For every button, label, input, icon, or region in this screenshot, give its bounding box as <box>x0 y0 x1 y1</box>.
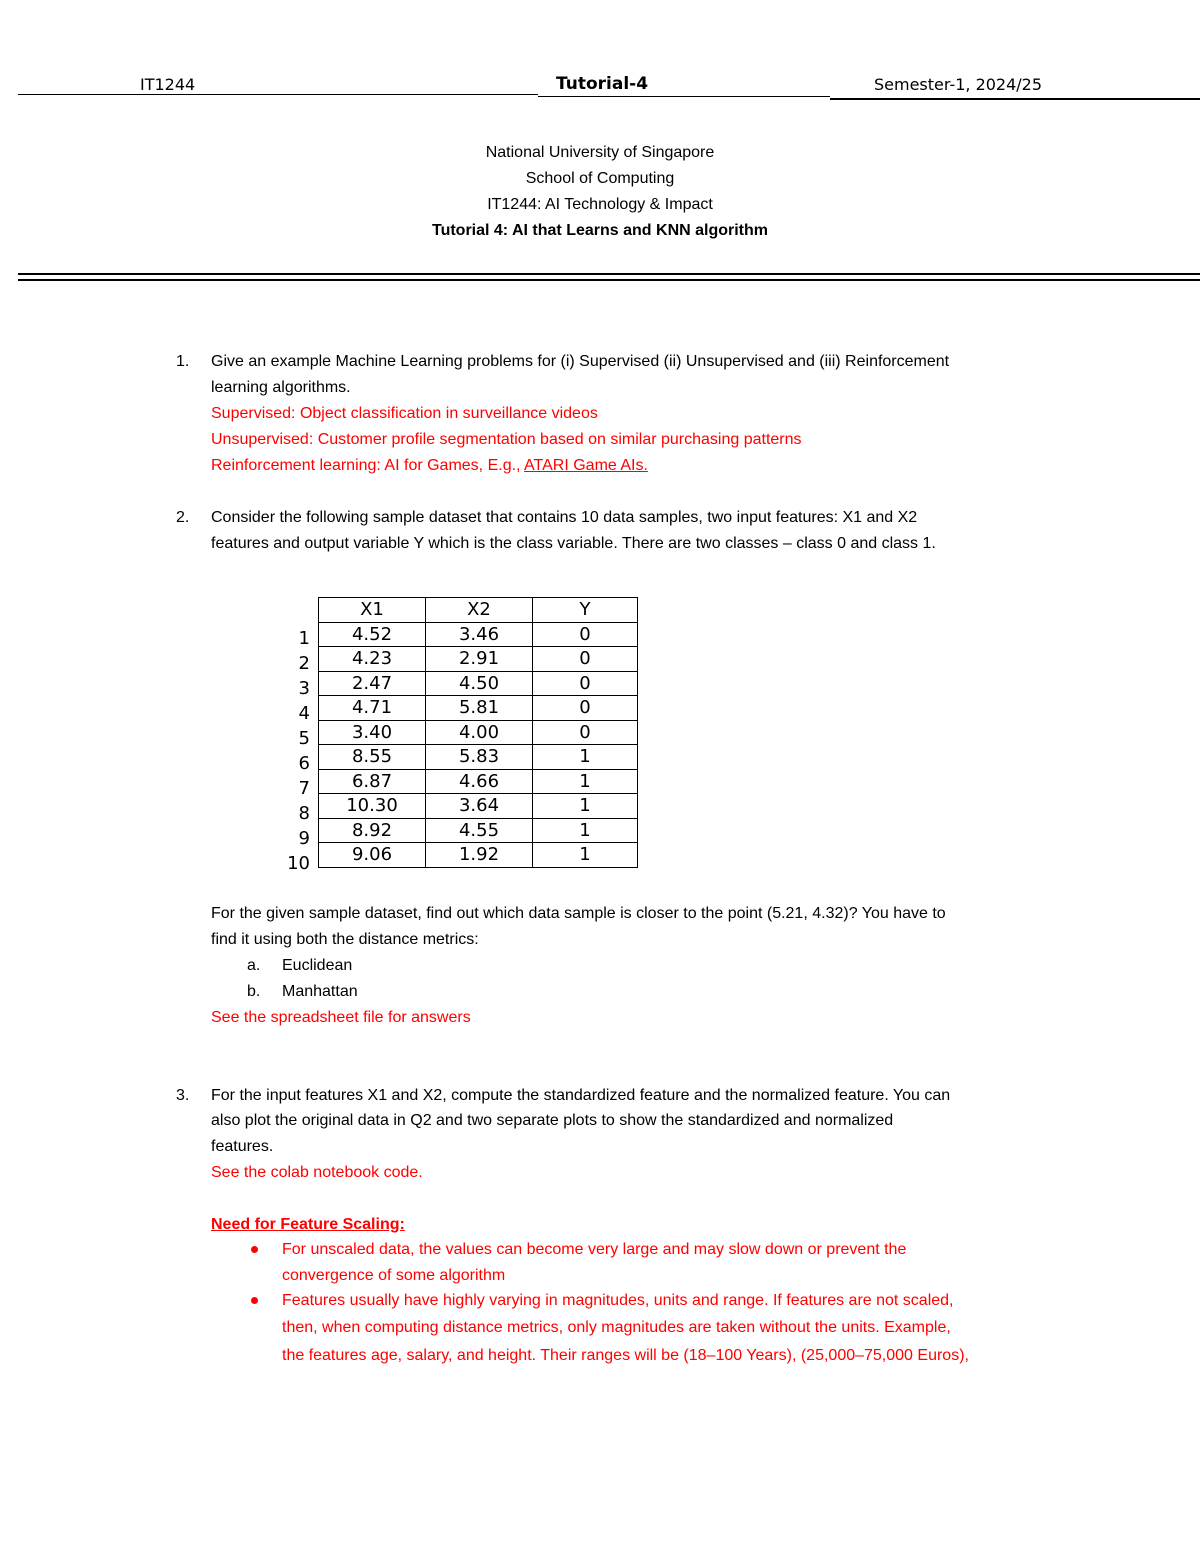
table-header-x1: X1 <box>319 598 426 623</box>
feature-scaling-heading: Need for Feature Scaling: <box>211 1216 405 1233</box>
table-cell: 10.30 <box>319 794 426 819</box>
header-course-code: IT1244 <box>140 75 196 94</box>
q1-answer-reinforcement <box>211 457 648 475</box>
table-cell: 5.83 <box>426 745 533 770</box>
q1-number: 1. <box>176 353 190 370</box>
table-cell: 4.52 <box>319 622 426 647</box>
header-title: Tutorial-4 <box>556 74 649 94</box>
table-cell: 4.23 <box>319 647 426 672</box>
table-row <box>319 745 638 770</box>
row-label: 5 <box>298 728 310 749</box>
table-cell: 9.06 <box>319 843 426 868</box>
q1-answer-supervised: Supervised: Object classification in surveillance videos <box>211 405 598 422</box>
table-header-y: Y <box>533 598 638 623</box>
table-cell: 1 <box>533 818 638 843</box>
header-rule-middle <box>538 96 830 97</box>
bullet1-line1: For unscaled data, the values can become very large and may slow down or prevent the <box>282 1241 907 1258</box>
university-name: National University of Singapore <box>485 144 715 161</box>
q2-after-line1: For the given sample dataset, find out which data sample is closer to the point (5.21, 4.32)? You have to <box>211 905 946 922</box>
q3-number: 3. <box>176 1087 190 1104</box>
q3-text-line1: For the input features X1 and X2, compute the standardized feature and the normalized feature. You can <box>211 1087 951 1104</box>
bullet-dot-icon <box>251 1297 258 1304</box>
table-cell: 3.64 <box>426 794 533 819</box>
table-cell: 1 <box>533 745 638 770</box>
table-cell: 2.91 <box>426 647 533 672</box>
table-row <box>319 769 638 794</box>
table-header-row <box>319 598 638 623</box>
table-row <box>319 647 638 672</box>
table-cell: 0 <box>533 671 638 696</box>
row-label: 4 <box>298 703 310 724</box>
table-row <box>319 671 638 696</box>
bullet2-line3: the features age, salary, and height. Their ranges will be (18–100 Years), (25,000–75,000 Euros), <box>282 1347 969 1364</box>
q1-text-line2: learning algorithms. <box>211 379 351 396</box>
row-label: 9 <box>298 828 310 849</box>
table-row-labels <box>270 626 310 876</box>
q2-after-line2: find it using both the distance metrics: <box>211 931 479 948</box>
row-label: 8 <box>298 803 310 824</box>
table-cell: 0 <box>533 720 638 745</box>
tutorial-title: Tutorial 4: AI that Learns and KNN algorithm <box>431 222 769 239</box>
course-name: IT1244: AI Technology & Impact <box>487 196 713 213</box>
row-label: 7 <box>298 778 310 799</box>
table-row <box>319 720 638 745</box>
bullet1-line2: convergence of some algorithm <box>282 1267 506 1284</box>
table-row <box>319 696 638 721</box>
table-cell: 1 <box>533 794 638 819</box>
q1-answer-unsupervised: Unsupervised: Customer profile segmentation based on similar purchasing patterns <box>211 431 802 448</box>
table-cell: 4.71 <box>319 696 426 721</box>
bullet2-line1: Features usually have highly varying in magnitudes, units and range. If features are not scaled, <box>282 1292 954 1309</box>
header-rule-right <box>830 98 1200 100</box>
bullet-dot-icon <box>251 1246 258 1253</box>
q2-text-line2: features and output variable Y which is the class variable. There are two classes – class 0 and class 1. <box>211 535 936 552</box>
table-row <box>319 818 638 843</box>
q1-rl-prefix: Reinforcement learning: AI for Games, E.g., <box>211 457 525 474</box>
table-cell: 4.66 <box>426 769 533 794</box>
table-cell: 1 <box>533 769 638 794</box>
table-cell: 5.81 <box>426 696 533 721</box>
row-label: 2 <box>298 653 310 674</box>
row-label: 10 <box>287 853 310 874</box>
table-header-x2: X2 <box>426 598 533 623</box>
table-cell: 1.92 <box>426 843 533 868</box>
table-cell: 4.00 <box>426 720 533 745</box>
q1-text-line1: Give an example Machine Learning problems for (i) Supervised (ii) Unsupervised and (iii) Reinforcement <box>211 353 950 370</box>
dataset-table <box>318 597 638 868</box>
row-label: 1 <box>298 628 310 649</box>
option-a-label: a. <box>247 957 261 974</box>
table-cell: 6.87 <box>319 769 426 794</box>
table-cell: 0 <box>533 696 638 721</box>
q3-text-line3: features. <box>211 1138 274 1155</box>
table-cell: 0 <box>533 647 638 672</box>
table-cell: 1 <box>533 843 638 868</box>
option-b-text: Manhattan <box>282 983 358 1000</box>
table-cell: 8.55 <box>319 745 426 770</box>
table-cell: 2.47 <box>319 671 426 696</box>
table-row <box>319 794 638 819</box>
title-rule-bottom <box>18 279 1200 281</box>
table-cell: 4.50 <box>426 671 533 696</box>
q3-text-line2: also plot the original data in Q2 and two separate plots to show the standardized and normalized <box>211 1112 894 1129</box>
header-rule-left <box>18 94 538 95</box>
q2-text-line1: Consider the following sample dataset that contains 10 data samples, two input features: X1 and X2 <box>211 509 918 526</box>
row-label: 6 <box>298 753 310 774</box>
table-cell: 0 <box>533 622 638 647</box>
q2-answer: See the spreadsheet file for answers <box>211 1009 471 1026</box>
q2-number: 2. <box>176 509 190 526</box>
option-a-text: Euclidean <box>282 957 353 974</box>
bullet2-line2: then, when computing distance metrics, only magnitudes are taken without the units. Example, <box>282 1319 951 1336</box>
table-body <box>319 622 638 867</box>
table-cell: 3.46 <box>426 622 533 647</box>
atari-game-ais-link[interactable]: ATARI Game AIs. <box>524 457 648 474</box>
table-cell: 8.92 <box>319 818 426 843</box>
table-cell: 3.40 <box>319 720 426 745</box>
table-row <box>319 843 638 868</box>
option-b-label: b. <box>247 983 261 1000</box>
q3-answer: See the colab notebook code. <box>211 1164 423 1181</box>
school-name: School of Computing <box>525 170 675 187</box>
header-semester: Semester-1, 2024/25 <box>874 75 1043 94</box>
table-cell: 4.55 <box>426 818 533 843</box>
title-rule-top <box>18 273 1200 275</box>
table-row <box>319 622 638 647</box>
row-label: 3 <box>298 678 310 699</box>
